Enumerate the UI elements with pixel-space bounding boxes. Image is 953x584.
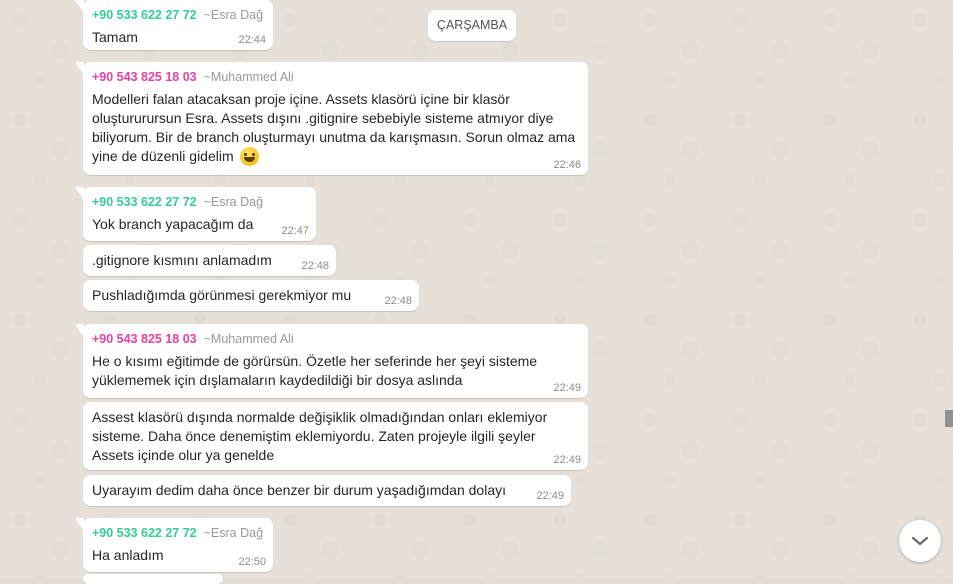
grinning-face-icon [240, 147, 259, 166]
message-line-last [92, 147, 577, 166]
sender-name: ~Esra Dağ [203, 8, 264, 22]
message-text: Ha anladım [92, 547, 164, 563]
message-line: biliyorum. Bir de branch oluşturmayı unutma da karışmasın. Sorun olmaz ama [92, 129, 576, 145]
message-text: Yok branch yapacağım da [92, 216, 254, 232]
sender-name: ~Esra Dağ [203, 195, 264, 209]
message-line: yüklememek için dışlamaların kaydedildiği bir dosya aslında [92, 372, 463, 388]
message-sender [92, 524, 266, 542]
sender-name: ~Muhammed Ali [203, 70, 294, 84]
message-text [92, 408, 581, 465]
message-text: Uyarayım dedim daha önce benzer bir durum yaşadığımdan dolayı [92, 482, 506, 498]
sender-name: ~Muhammed Ali [203, 332, 294, 346]
message-bubble[interactable] [83, 518, 273, 572]
message-time: 22:47 [281, 225, 309, 237]
message-time: 22:49 [553, 382, 581, 394]
message-bubble[interactable] [83, 324, 588, 398]
chevron-down-icon [911, 535, 929, 547]
scroll-down-button[interactable] [899, 520, 941, 562]
message-time: 22:48 [301, 260, 329, 272]
message-line: He o kısımı eğitimde de görürsün. Özetle her seferinde her şeyi sisteme [92, 353, 538, 369]
sender-phone[interactable]: +90 533 622 27 72 [92, 526, 197, 540]
day-separator: ÇARŞAMBA [428, 10, 516, 41]
message-time: 22:44 [238, 34, 266, 46]
message-text: Tamam [92, 29, 138, 45]
sender-phone[interactable]: +90 543 825 18 03 [92, 332, 197, 346]
message-sender [92, 6, 266, 24]
message-bubble[interactable] [83, 187, 316, 241]
message-bubble[interactable] [83, 245, 336, 276]
message-bubble[interactable] [83, 62, 588, 175]
message-line: sisteme. Daha önce denemiştim eklemiyordu. Zaten projeyle ilgili şeyler [92, 428, 536, 444]
message-line: oluştururursun Esra. Assets dışını .gitignire sebebiyle sisteme atmıyor diye [92, 110, 554, 126]
message-text: Pushladığımda görünmesi gerekmiyor mu [92, 287, 352, 303]
message-bubble[interactable] [83, 0, 273, 50]
sender-phone[interactable]: +90 543 825 18 03 [92, 70, 197, 84]
message-bubble-partial[interactable] [83, 574, 223, 584]
message-bubble[interactable] [83, 280, 419, 311]
message-time: 22:49 [536, 490, 564, 502]
message-sender [92, 193, 309, 211]
message-text [92, 352, 581, 390]
message-bubble[interactable] [83, 402, 588, 470]
message-time: 22:46 [553, 159, 581, 171]
message-line: Assets içinde olur ya genelde [92, 447, 275, 463]
message-sender [92, 68, 581, 86]
message-line: Modelleri falan atacaksan proje içine. Assets klasörü içine bir klasör [92, 91, 510, 107]
scrollbar-thumb[interactable] [945, 410, 953, 427]
message-time: 22:49 [553, 454, 581, 466]
sender-phone[interactable]: +90 533 622 27 72 [92, 195, 197, 209]
message-line: Assest klasörü dışında normalde değişiklik olmadığından onları eklemiyor [92, 409, 548, 425]
message-sender [92, 330, 581, 348]
message-bubble[interactable] [83, 475, 571, 506]
message-text: .gitignore kısmını anlamadım [92, 252, 272, 268]
message-time: 22:48 [384, 295, 412, 307]
message-line: yine de düzenli gidelim [92, 148, 234, 164]
message-text [92, 90, 581, 166]
sender-name: ~Esra Dağ [203, 526, 264, 540]
message-time: 22:50 [238, 556, 266, 568]
sender-phone[interactable]: +90 533 622 27 72 [92, 8, 197, 22]
